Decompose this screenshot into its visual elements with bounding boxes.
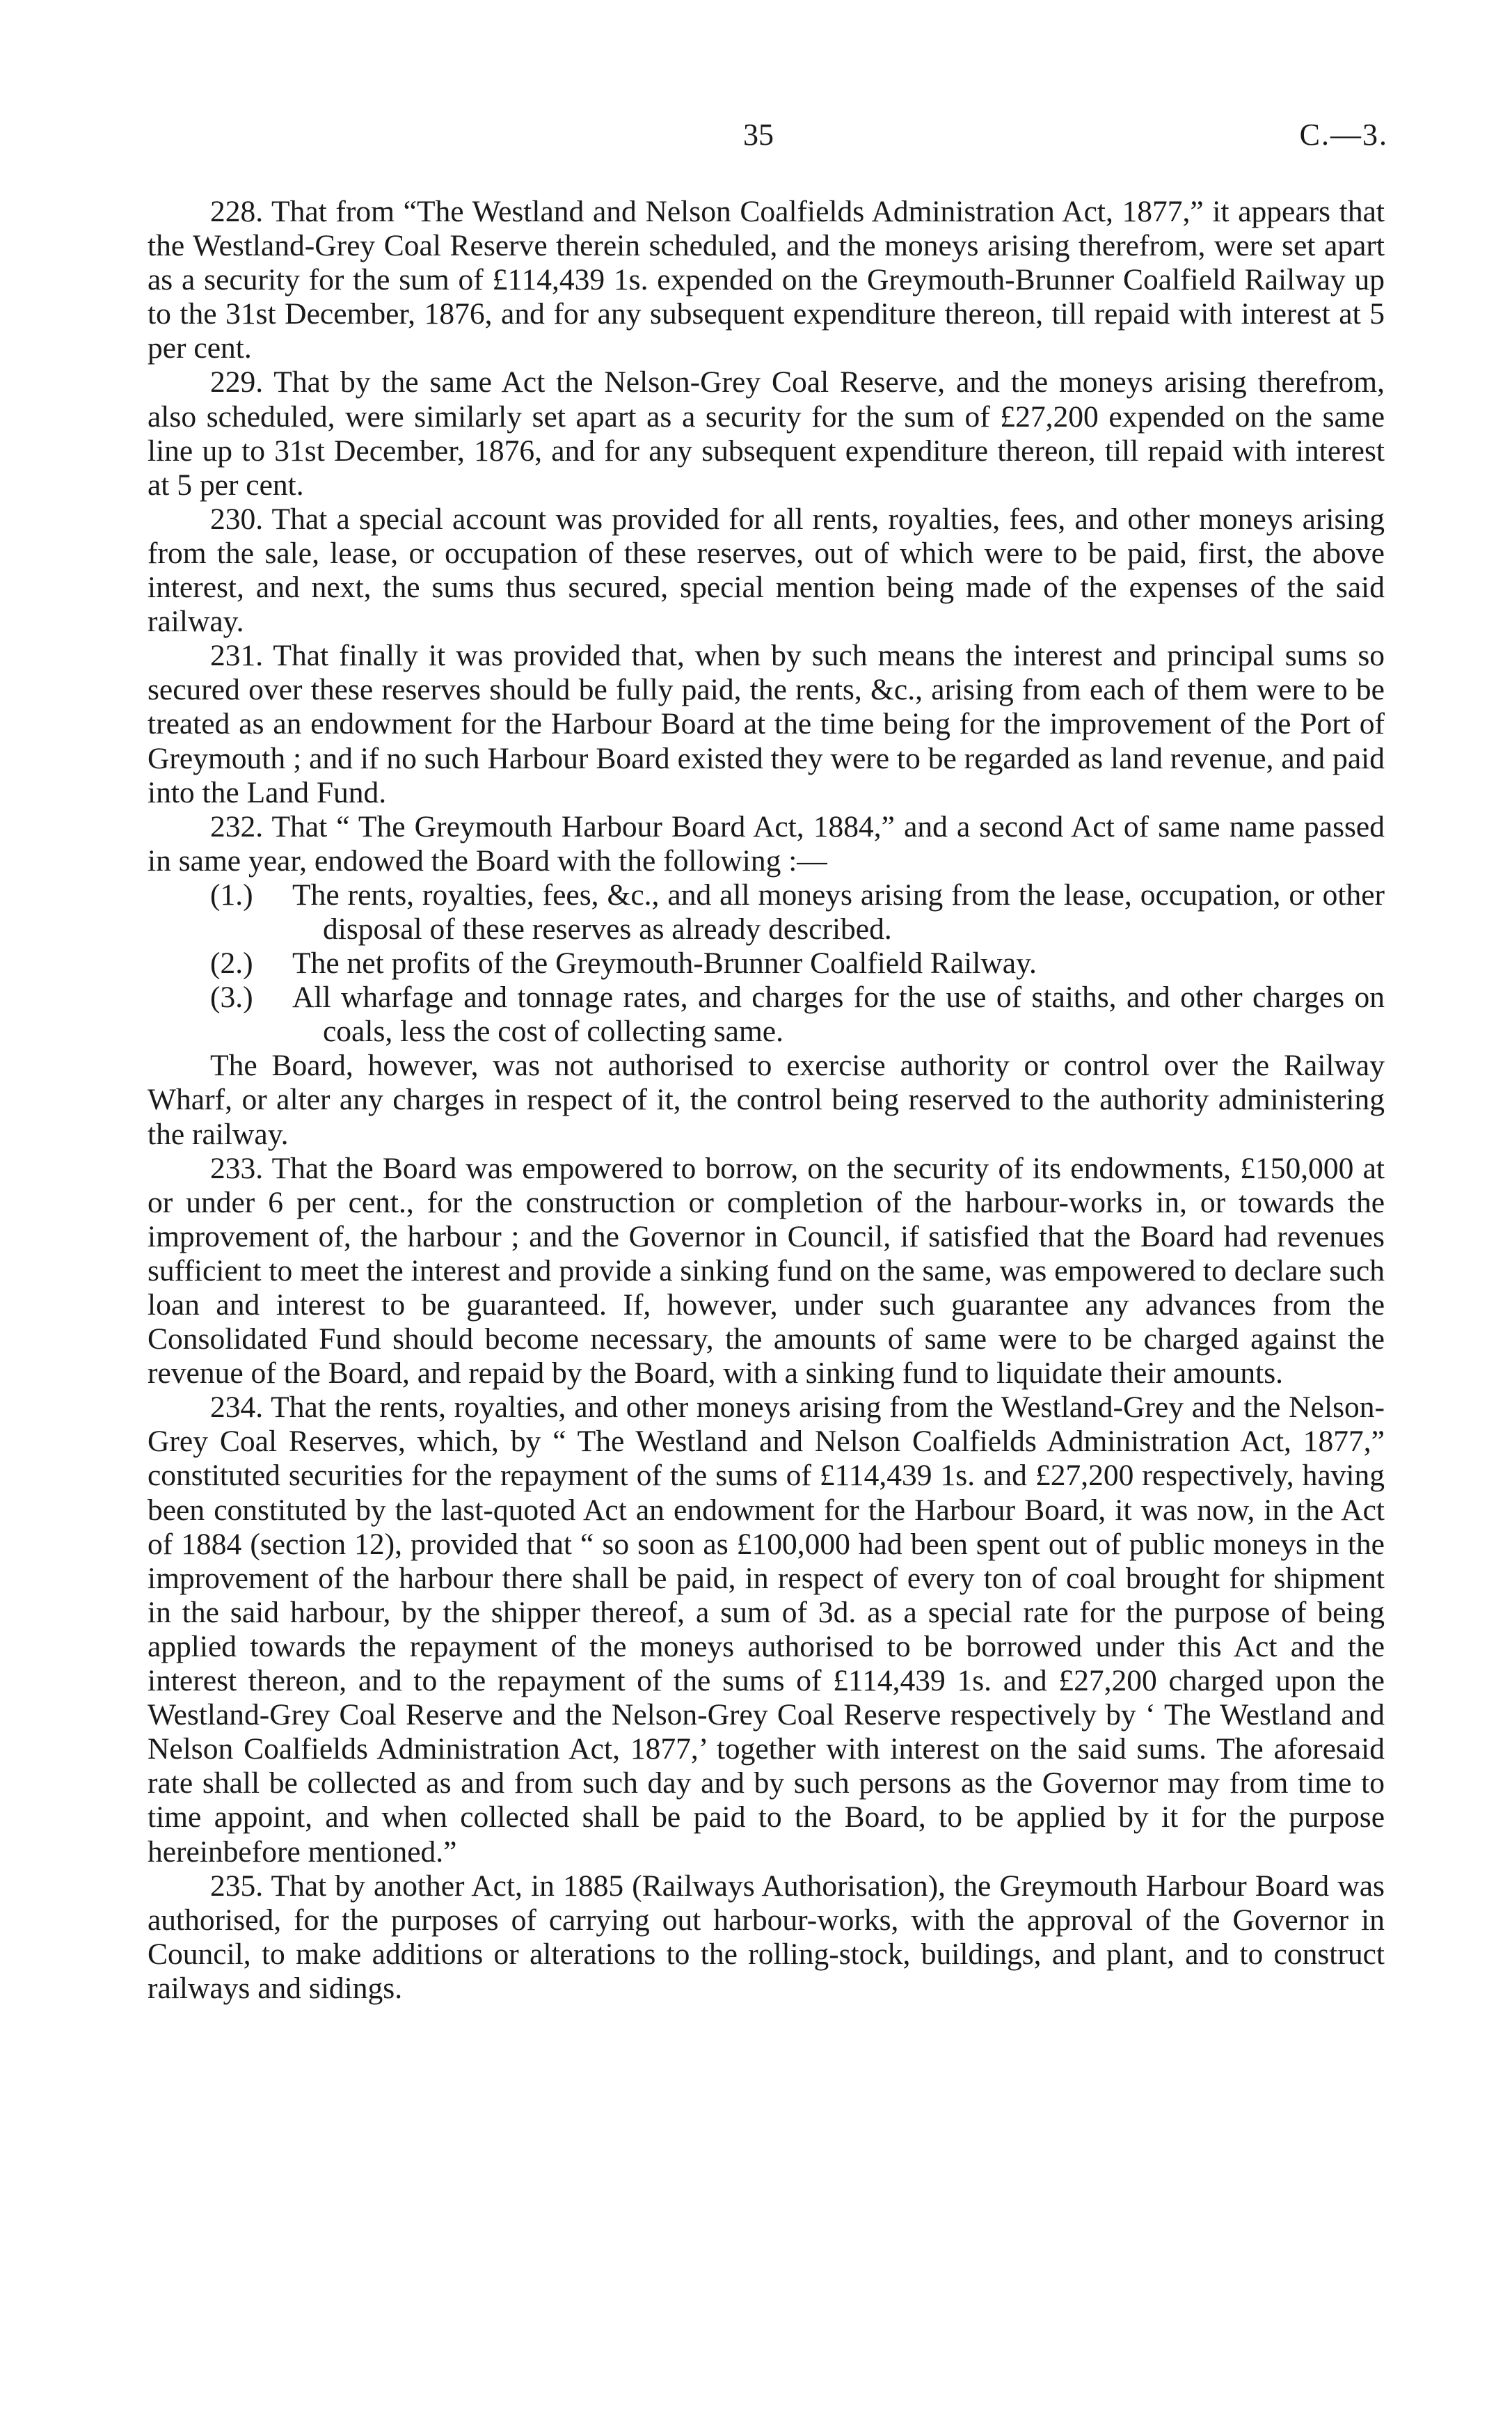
list-item (148, 878, 1385, 946)
page-number: 35 (743, 118, 774, 152)
paragraph-board-authority: The Board, however, was not authorised to exercise authority or control over the Railway Wharf, or alter any charges in respect of it, the control being reserved to the authority administering the railway. (148, 1049, 1385, 1151)
paragraph-230: 230. That a special account was provided for all rents, royalties, fees, and other moneys arising from the sale, lease, or occupation of these reserves, out of which were to be paid, first, the above interest, and next, the sums thus secured, special mention being made of the expenses of the said railway. (148, 502, 1385, 639)
list-text: All wharfage and tonnage rates, and charges for the use of staiths, and other charges on coals, less the cost of collecting same. (292, 981, 1385, 1049)
paragraph-235: 235. That by another Act, in 1885 (Railways Authorisation), the Greymouth Harbour Board was authorised, for the purposes of carrying out harbour-works, with the approval of the Governor in Council, to make additions or alterations to the rolling-stock, buildings, and plant, and to construct railways and sidings. (148, 1869, 1385, 2005)
list-text: The net profits of the Greymouth-Brunner Coalfield Railway. (292, 946, 1037, 981)
list-item (148, 981, 1385, 1049)
list-marker: (3.) (210, 981, 253, 1015)
paragraph-228: 228. That from “The Westland and Nelson Coalfields Administration Act, 1877,” it appears that the Westland-Grey Coal Reserve therein scheduled, and the moneys arising therefrom, were set apart as a security for the sum of £114,439 1s. expended on the Greymouth-Brunner Coalfield Railway up to the 31st December, 1876, and for any subsequent expenditure thereon, till repaid with interest at 5 per cent. (148, 195, 1385, 365)
paragraph-233: 233. That the Board was empowered to borrow, on the security of its endowments, £150,000 at or under 6 per cent., for the construction or completion of the harbour-works in, or towards the improvement of, the harbour ; and the Governor in Council, if satisfied that the Board had revenues sufficient to meet the interest and provide a sinking fund on the same, was empowered to declare such loan and interest to be guaranteed. If, however, under such guarantee any advances from the Consolidated Fund should become necessary, the amounts of same were to be charged against the revenue of the Board, and repaid by the Board, with a sinking fund to liquidate their amounts. (148, 1151, 1385, 1390)
endowment-list (148, 878, 1385, 1049)
list-item (148, 946, 1385, 981)
body-text (148, 195, 1385, 2006)
paragraph-231: 231. That finally it was provided that, when by such means the interest and principal sums so secured over these reserves should be fully paid, the rents, &c., arising from each of them were to be treated as an endowment for the Harbour Board at the time being for the improvement of the Port of Greymouth ; and if no such Harbour Board existed they were to be regarded as land revenue, and paid into the Land Fund. (148, 639, 1385, 809)
paragraph-229: 229. That by the same Act the Nelson-Grey Coal Reserve, and the moneys arising therefrom, also scheduled, were similarly set apart as a security for the sum of £27,200 expended on the same line up to 31st December, 1876, and for any subsequent expenditure thereon, till repaid with interest at 5 per cent. (148, 365, 1385, 502)
list-text: The rents, royalties, fees, &c., and all moneys arising from the lease, occupation, or other disposal of these reserves as already described. (292, 878, 1385, 946)
paragraph-232: 232. That “ The Greymouth Harbour Board Act, 1884,” and a second Act of same name passed in same year, endowed the Board with the following :— (148, 809, 1385, 878)
page-header (0, 117, 1512, 159)
list-marker: (1.) (210, 878, 253, 912)
list-marker: (2.) (210, 946, 253, 981)
paragraph-234: 234. That the rents, royalties, and other moneys arising from the Westland-Grey and the Nelson-Grey Coal Reserves, which, by “ The Westland and Nelson Coalfields Administration Act, 1877,” constituted securities for the repayment of the sums of £114,439 1s. and £27,200 respectively, having been constituted by the last-quoted Act an endowment for the Harbour Board, it was now, in the Act of 1884 (section 12), provided that “ so soon as £100,000 had been spent out of public moneys in the improvement of the harbour there shall be paid, in respect of every ton of coal brought for shipment in the said harbour, by the shipper thereof, a sum of 3d. as a special rate for the purpose of being applied towards the repayment of the moneys authorised to be borrowed under this Act and the interest thereon, and to the repayment of the sums of £114,439 1s. and £27,200 charged upon the Westland-Grey Coal Reserve and the Nelson-Grey Coal Reserve respectively by ‘ The Westland and Nelson Coalfields Administration Act, 1877,’ together with interest on the said sums. The aforesaid rate shall be collected as and from such day and by such persons as the Governor may from time to time appoint, and when collected shall be paid to the Board, to be applied by it for the purpose hereinbefore mentioned.” (148, 1390, 1385, 1869)
document-code: C.—3. (1299, 118, 1388, 152)
